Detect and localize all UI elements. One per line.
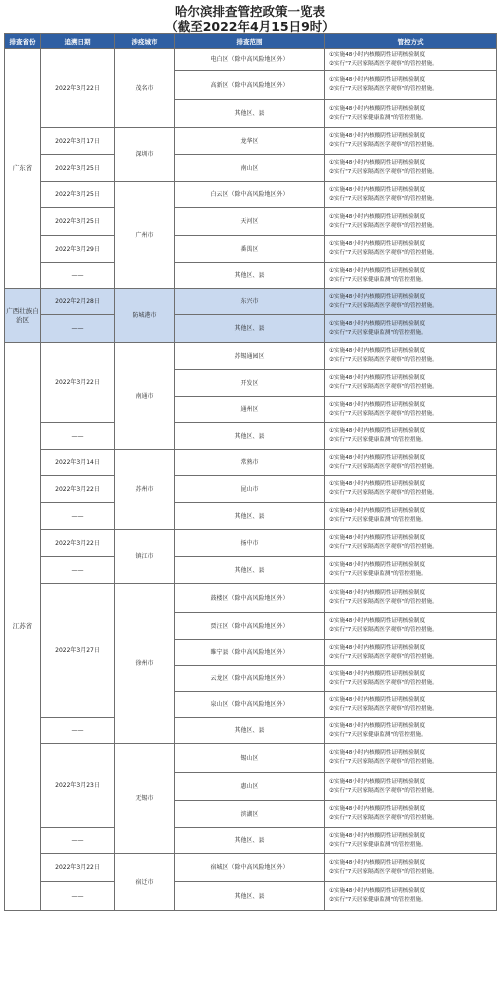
- policy-table: [4, 33, 497, 911]
- policy-cell: [325, 640, 497, 666]
- date-cell: 2022年3月29日: [41, 236, 115, 263]
- scope-cell: 其他区、县: [175, 828, 325, 854]
- policy-line: ②实行"7天居家隔离医学观察"的管控措施。: [329, 222, 438, 229]
- date-cell: ——: [41, 828, 115, 854]
- policy-cell: [325, 155, 497, 182]
- policy-line: ②实行"7天居家健康监测"的管控措施。: [329, 437, 427, 443]
- policy-cell: [325, 773, 497, 801]
- province-cell: 广东省: [5, 49, 41, 289]
- table-row: [5, 128, 497, 155]
- scope-cell: 惠山区: [175, 773, 325, 801]
- policy-line: ①实施48小时内核酸阴性证明核验制度: [329, 535, 426, 541]
- policy-line: ②实行"7天居家隔离医学观察"的管控措施。: [329, 868, 438, 875]
- table-header-row: [5, 34, 497, 49]
- policy-line: ②实行"7天居家隔离医学观察"的管控措施。: [329, 250, 438, 256]
- province-cell: 江苏省: [5, 343, 41, 911]
- policy-cell: [325, 100, 497, 128]
- date-cell: 2022年3月22日: [41, 343, 115, 423]
- policy-cell: [325, 208, 497, 236]
- table-row: [5, 155, 497, 182]
- table-row: [5, 182, 497, 208]
- scope-cell: 天河区: [175, 208, 325, 236]
- scope-cell: 通州区: [175, 397, 325, 423]
- policy-cell: [325, 801, 497, 828]
- table-row: [5, 557, 497, 584]
- policy-cell: [325, 557, 497, 584]
- table-row: [5, 530, 497, 557]
- city-cell: 广州市: [115, 182, 175, 289]
- policy-line: ②实行"7天居家隔离医学观察"的管控措施。: [329, 599, 438, 605]
- province-cell: 广西壮族自治区: [5, 289, 41, 343]
- city-cell: 深圳市: [115, 128, 175, 182]
- policy-line: ①实施48小时内核酸阴性证明核验制度: [329, 750, 426, 756]
- policy-line: ②实行"7天居家隔离医学观察"的管控措施。: [329, 544, 438, 550]
- policy-line: ①实施48小时内核酸阴性证明核验制度: [329, 888, 426, 894]
- policy-cell: [325, 530, 497, 557]
- policy-line: ①实施48小时内核酸阴性证明核验制度: [329, 428, 426, 434]
- table-row: [5, 343, 497, 370]
- scope-cell: 常熟市: [175, 450, 325, 476]
- policy-line: ①实施48小时内核酸阴性证明核验制度: [329, 241, 426, 247]
- scope-cell: 其他区、县: [175, 882, 325, 911]
- table-row: [5, 828, 497, 854]
- policy-line: ①实施48小时内核酸阴性证明核验制度: [329, 375, 426, 381]
- policy-line: ①实施48小时内核酸阴性证明核验制度: [329, 267, 426, 274]
- scope-cell: 贾汪区（除中高风险地区外）: [175, 613, 325, 640]
- city-cell: 茂名市: [115, 49, 175, 128]
- policy-line: ②实行"7天居家隔离医学观察"的管控措施。: [329, 759, 438, 765]
- policy-line: ①实施48小时内核酸阴性证明核验制度: [329, 293, 426, 300]
- header-date: 追溯日期: [41, 34, 115, 49]
- policy-cell: [325, 315, 497, 343]
- policy-line: ①实施48小时内核酸阴性证明核验制度: [329, 454, 426, 461]
- policy-line: ①实施48小时内核酸阴性证明核验制度: [329, 160, 426, 166]
- policy-line: ②实行"7天居家健康监测"的管控措施。: [329, 329, 427, 336]
- policy-cell: [325, 613, 497, 640]
- policy-line: ②实行"7天居家健康监测"的管控措施。: [329, 731, 427, 738]
- policy-cell: [325, 854, 497, 882]
- city-cell: 镇江市: [115, 530, 175, 584]
- header-city: 涉疫城市: [115, 34, 175, 49]
- scope-cell: 苏锡通园区: [175, 343, 325, 370]
- policy-line: ②实行"7天居家隔离医学观察"的管控措施。: [329, 60, 438, 67]
- scope-cell: 鼓楼区（除中高风险地区外）: [175, 584, 325, 613]
- date-cell: ——: [41, 423, 115, 450]
- table-row: [5, 450, 497, 476]
- scope-cell: 电白区（除中高风险地区外）: [175, 49, 325, 71]
- policy-cell: [325, 289, 497, 315]
- header-scope: 排查范围: [175, 34, 325, 49]
- table-row: [5, 503, 497, 530]
- table-row: [5, 49, 497, 71]
- scope-cell: 昆山市: [175, 476, 325, 503]
- date-cell: 2022年3月27日: [41, 584, 115, 718]
- policy-line: ①实施48小时内核酸阴性证明核验制度: [329, 105, 426, 112]
- policy-line: ①实施48小时内核酸阴性证明核验制度: [329, 401, 426, 408]
- policy-line: ②实行"7天居家健康监测"的管控措施。: [329, 841, 427, 848]
- policy-cell: [325, 128, 497, 155]
- scope-cell: 番禺区: [175, 236, 325, 263]
- date-cell: 2022年3月14日: [41, 450, 115, 476]
- policy-cell: [325, 71, 497, 100]
- policy-cell: [325, 423, 497, 450]
- date-cell: ——: [41, 263, 115, 289]
- policy-cell: [325, 236, 497, 263]
- scope-cell: 东兴市: [175, 289, 325, 315]
- policy-line: ②实行"7天居家隔离医学观察"的管控措施。: [329, 169, 438, 175]
- policy-cell: [325, 692, 497, 718]
- policy-cell: [325, 370, 497, 397]
- policy-line: ②实行"7天居家隔离医学观察"的管控措施。: [329, 463, 438, 470]
- policy-line: ①实施48小时内核酸阴性证明核验制度: [329, 186, 426, 193]
- policy-line: ②实行"7天居家健康监测"的管控措施。: [329, 114, 427, 121]
- policy-line: ②实行"7天居家隔离医学观察"的管控措施。: [329, 195, 438, 202]
- date-cell: ——: [41, 718, 115, 744]
- table-row: [5, 744, 497, 773]
- policy-line: ①实施48小时内核酸阴性证明核验制度: [329, 696, 426, 703]
- policy-line: ②实行"7天居家隔离医学观察"的管控措施。: [329, 679, 438, 686]
- scope-cell: 白云区（除中高风险地区外）: [175, 182, 325, 208]
- city-cell: 无锡市: [115, 744, 175, 854]
- scope-cell: 泉山区（除中高风险地区外）: [175, 692, 325, 718]
- policy-cell: [325, 666, 497, 692]
- scope-cell: 其他区、县: [175, 263, 325, 289]
- policy-cell: [325, 882, 497, 911]
- date-cell: 2022年3月22日: [41, 476, 115, 503]
- date-cell: 2022年3月22日: [41, 530, 115, 557]
- policy-line: ②实行"7天居家隔离医学观察"的管控措施。: [329, 787, 438, 794]
- policy-line: ①实施48小时内核酸阴性证明核验制度: [329, 859, 426, 866]
- policy-line: ②实行"7天居家隔离医学观察"的管控措施。: [329, 490, 438, 496]
- header-policy: 管控方式: [325, 34, 497, 49]
- table-row: [5, 476, 497, 503]
- policy-line: ①实施48小时内核酸阴性证明核验制度: [329, 722, 426, 729]
- policy-line: ②实行"7天居家隔离医学观察"的管控措施。: [329, 815, 438, 821]
- table-row: [5, 584, 497, 613]
- policy-line: ①实施48小时内核酸阴性证明核验制度: [329, 778, 426, 785]
- policy-line: ②实行"7天居家隔离医学观察"的管控措施。: [329, 302, 438, 309]
- table-row: [5, 854, 497, 882]
- table-row: [5, 718, 497, 744]
- page-title: 哈尔滨排查管控政策一览表: [174, 4, 325, 19]
- table-row: [5, 289, 497, 315]
- scope-cell: 其他区、县: [175, 100, 325, 128]
- policy-line: ②实行"7天居家健康监测"的管控措施。: [329, 276, 427, 283]
- scope-cell: 高新区（除中高风险地区外）: [175, 71, 325, 100]
- policy-line: ①实施48小时内核酸阴性证明核验制度: [329, 133, 426, 139]
- scope-cell: 锡山区: [175, 744, 325, 773]
- policy-line: ①实施48小时内核酸阴性证明核验制度: [329, 644, 426, 651]
- policy-line: ①实施48小时内核酸阴性证明核验制度: [329, 481, 426, 487]
- date-cell: 2022年3月22日: [41, 49, 115, 128]
- table-row: [5, 315, 497, 343]
- table-row: [5, 423, 497, 450]
- policy-line: ②实行"7天居家健康监测"的管控措施。: [329, 517, 427, 523]
- scope-cell: 其他区、县: [175, 315, 325, 343]
- policy-line: ②实行"7天居家隔离医学观察"的管控措施。: [329, 653, 438, 660]
- policy-cell: [325, 182, 497, 208]
- city-cell: 徐州市: [115, 584, 175, 744]
- scope-cell: 滨湖区: [175, 801, 325, 828]
- policy-cell: [325, 263, 497, 289]
- table-row: [5, 208, 497, 236]
- page-subtitle: （截至2022年4月15日9时）: [165, 19, 335, 34]
- policy-line: ①实施48小时内核酸阴性证明核验制度: [329, 670, 426, 677]
- scope-cell: 其他区、县: [175, 557, 325, 584]
- policy-line: ①实施48小时内核酸阴性证明核验制度: [329, 562, 426, 568]
- policy-line: ①实施48小时内核酸阴性证明核验制度: [329, 806, 426, 812]
- city-cell: 苏州市: [115, 450, 175, 530]
- table-row: [5, 263, 497, 289]
- policy-line: ①实施48小时内核酸阴性证明核验制度: [329, 348, 426, 354]
- policy-line: ①实施48小时内核酸阴性证明核验制度: [329, 77, 426, 83]
- header-province: 排查省份: [5, 34, 41, 49]
- scope-cell: 扬中市: [175, 530, 325, 557]
- scope-cell: 云龙区（除中高风险地区外）: [175, 666, 325, 692]
- date-cell: 2022年3月22日: [41, 854, 115, 882]
- table-row: [5, 882, 497, 911]
- date-cell: ——: [41, 882, 115, 911]
- date-cell: 2022年2月28日: [41, 289, 115, 315]
- policy-cell: [325, 397, 497, 423]
- policy-line: ①实施48小时内核酸阴性证明核验制度: [329, 51, 426, 58]
- policy-line: ②实行"7天居家隔离医学观察"的管控措施。: [329, 384, 438, 390]
- policy-line: ①实施48小时内核酸阴性证明核验制度: [329, 508, 426, 514]
- policy-cell: [325, 476, 497, 503]
- policy-line: ①实施48小时内核酸阴性证明核验制度: [329, 320, 426, 327]
- scope-cell: 开发区: [175, 370, 325, 397]
- policy-cell: [325, 49, 497, 71]
- scope-cell: 其他区、县: [175, 718, 325, 744]
- policy-line: ②实行"7天居家隔离医学观察"的管控措施。: [329, 627, 438, 633]
- policy-line: ②实行"7天居家健康监测"的管控措施。: [329, 897, 427, 903]
- date-cell: 2022年3月17日: [41, 128, 115, 155]
- date-cell: 2022年3月23日: [41, 744, 115, 828]
- date-cell: 2022年3月25日: [41, 208, 115, 236]
- scope-cell: 南山区: [175, 155, 325, 182]
- policy-line: ①实施48小时内核酸阴性证明核验制度: [329, 590, 426, 596]
- policy-line: ②实行"7天居家隔离医学观察"的管控措施。: [329, 705, 438, 712]
- scope-cell: 宿城区（除中高风险地区外）: [175, 854, 325, 882]
- scope-cell: 其他区、县: [175, 423, 325, 450]
- policy-cell: [325, 718, 497, 744]
- policy-cell: [325, 503, 497, 530]
- date-cell: ——: [41, 557, 115, 584]
- date-cell: ——: [41, 315, 115, 343]
- policy-line: ①实施48小时内核酸阴性证明核验制度: [329, 618, 426, 624]
- policy-cell: [325, 343, 497, 370]
- scope-cell: 其他区、县: [175, 503, 325, 530]
- policy-line: ①实施48小时内核酸阴性证明核验制度: [329, 832, 426, 839]
- policy-cell: [325, 828, 497, 854]
- date-cell: ——: [41, 503, 115, 530]
- date-cell: 2022年3月25日: [41, 155, 115, 182]
- policy-line: ②实行"7天居家隔离医学观察"的管控措施。: [329, 357, 438, 363]
- policy-cell: [325, 584, 497, 613]
- policy-line: ②实行"7天居家隔离医学观察"的管控措施。: [329, 410, 438, 417]
- scope-cell: 睢宁县（除中高风险地区外）: [175, 640, 325, 666]
- city-cell: 南通市: [115, 343, 175, 450]
- date-cell: 2022年3月25日: [41, 182, 115, 208]
- policy-cell: [325, 450, 497, 476]
- city-cell: 宿迁市: [115, 854, 175, 911]
- policy-line: ①实施48小时内核酸阴性证明核验制度: [329, 213, 426, 220]
- policy-line: ②实行"7天居家隔离医学观察"的管控措施。: [329, 142, 438, 148]
- policy-line: ②实行"7天居家健康监测"的管控措施。: [329, 571, 427, 577]
- city-cell: 防城港市: [115, 289, 175, 343]
- policy-line: ②实行"7天居家隔离医学观察"的管控措施。: [329, 86, 438, 92]
- scope-cell: 龙华区: [175, 128, 325, 155]
- table-row: [5, 236, 497, 263]
- policy-cell: [325, 744, 497, 773]
